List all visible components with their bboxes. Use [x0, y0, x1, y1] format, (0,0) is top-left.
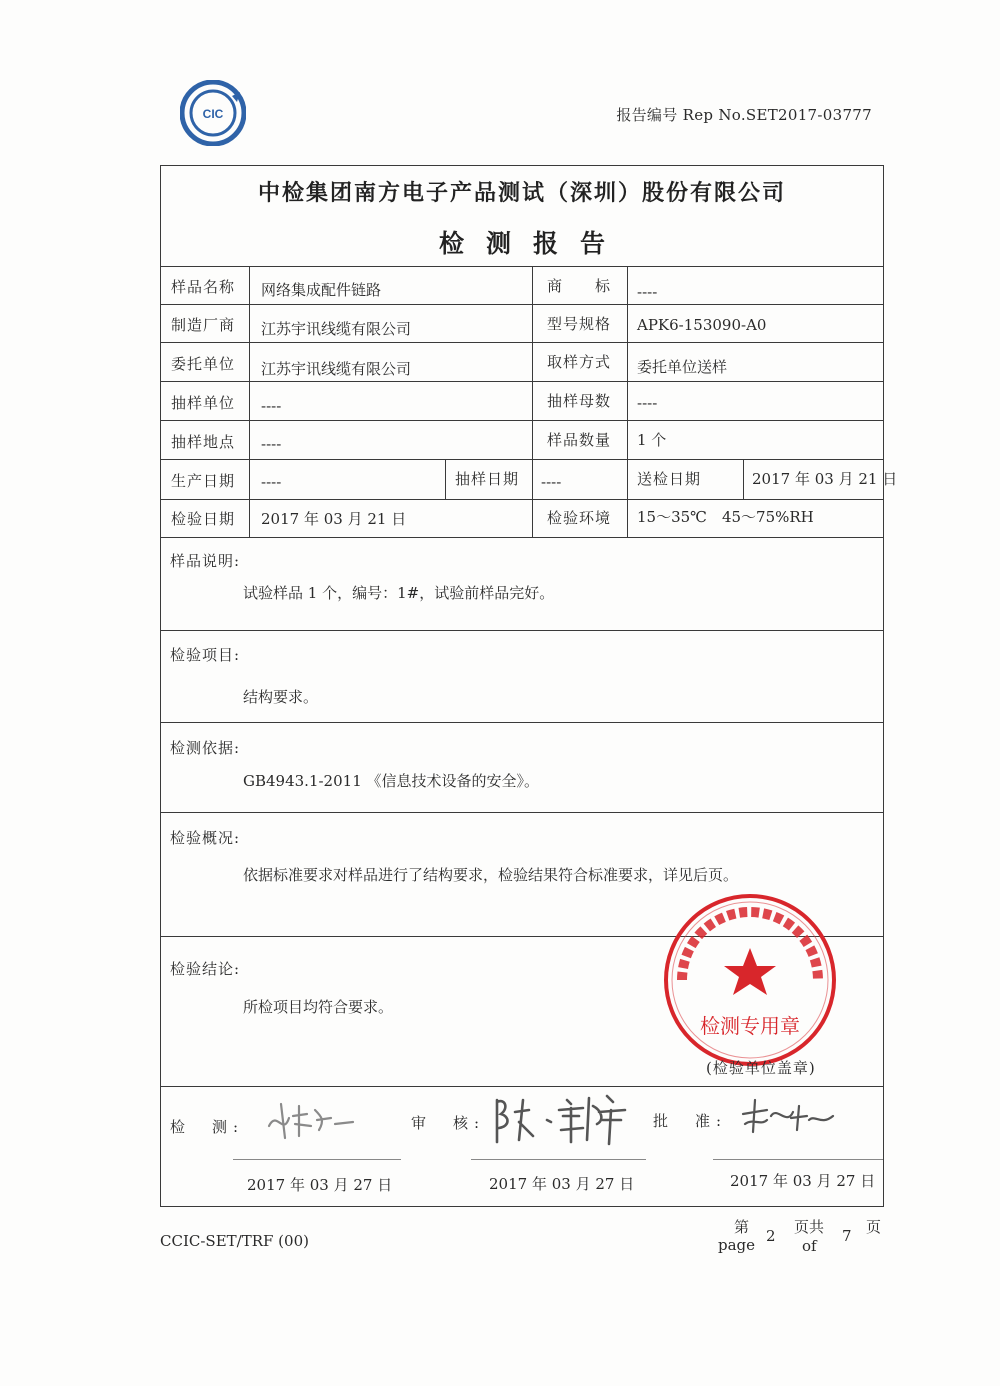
date-underline — [713, 1159, 883, 1160]
label-sample-name: 样品名称 — [171, 278, 236, 296]
company-name: 中检集团南方电子产品测试（深圳）股份有限公司 — [257, 181, 786, 206]
form-code: CCIC-SET/TRF (00) — [160, 1232, 309, 1250]
cic-logo — [180, 80, 246, 146]
value-delivery-date: 2017 年 03 月 21 日 — [752, 470, 898, 488]
value-trademark: ---- — [637, 283, 658, 301]
label-sampling-date: 抽样日期 — [455, 470, 520, 488]
section-line — [161, 1086, 883, 1087]
value-sampling-method: 委托单位送样 — [637, 358, 728, 376]
date-underline — [233, 1159, 401, 1160]
label-model: 型号规格 — [547, 315, 612, 333]
table-line — [161, 342, 883, 343]
tester-label: 检 测: — [170, 1118, 245, 1136]
document-title: 检测报告 — [438, 229, 627, 258]
table-line — [161, 381, 883, 382]
reviewer-signature — [491, 1090, 631, 1146]
page-cn-suffix: 页 — [866, 1218, 882, 1236]
label-delivery-date: 送检日期 — [637, 470, 702, 488]
reviewer-label: 审 核: — [411, 1114, 486, 1132]
approver-label: 批 准: — [653, 1112, 728, 1130]
label-client: 委托单位 — [171, 355, 236, 373]
approver-signature — [737, 1096, 837, 1136]
seal-note: (检验单位盖章) — [706, 1059, 816, 1077]
test-conclusion-text: 所检项目均符合要求。 — [243, 998, 394, 1016]
value-sampling-place: ---- — [261, 435, 282, 453]
label-sampling-place: 抽样地点 — [171, 433, 236, 451]
test-basis-text: GB4943.1-2011 《信息技术设备的安全》。 — [243, 772, 540, 790]
label-sampling-base: 抽样母数 — [547, 392, 612, 410]
page-en-prefix: page — [718, 1236, 756, 1254]
value-test-date: 2017 年 03 月 21 日 — [261, 510, 407, 528]
section-line — [161, 812, 883, 813]
value-sampling-base: ---- — [637, 394, 658, 412]
value-model: APK6-153090-A0 — [637, 316, 767, 334]
test-conclusion-label: 检验结论: — [170, 960, 241, 978]
test-overview-label: 检验概况: — [170, 829, 241, 847]
value-environment: 15～35℃ 45～75%RH — [637, 508, 814, 526]
report-number: 报告编号 Rep No.SET2017-03777 — [616, 106, 872, 124]
official-seal — [660, 890, 840, 1070]
table-line — [249, 266, 250, 537]
value-production-date: ---- — [261, 473, 282, 491]
seal-center-text: 检测专用章 — [700, 1014, 800, 1038]
total-pages: 7 — [842, 1227, 852, 1245]
sample-description-text: 试验样品 1 个，编号：1#，试验前样品完好。 — [243, 584, 555, 602]
sample-description-label: 样品说明: — [170, 552, 241, 570]
page-total-en: of — [802, 1237, 817, 1255]
test-items-text: 结构要求。 — [243, 688, 319, 706]
value-sampling-unit: ---- — [261, 397, 282, 415]
page-number: 2 — [766, 1227, 776, 1245]
table-line — [161, 537, 883, 538]
svg-text:CIC: CIC — [202, 107, 224, 121]
section-line — [161, 722, 883, 723]
table-line — [161, 420, 883, 421]
test-basis-label: 检测依据: — [170, 739, 241, 757]
label-sampling-method: 取样方式 — [547, 353, 612, 371]
label-environment: 检验环境 — [547, 509, 612, 527]
section-line — [161, 630, 883, 631]
table-line — [161, 499, 883, 500]
approver-date: 2017 年 03 月 27 日 — [730, 1172, 876, 1190]
table-line — [627, 266, 628, 537]
label-production-date: 生产日期 — [171, 472, 236, 490]
value-manufacturer: 江苏宇讯线缆有限公司 — [261, 320, 412, 338]
value-sample-name: 网络集成配件链路 — [261, 281, 382, 299]
table-line — [445, 459, 446, 499]
tester-date: 2017 年 03 月 27 日 — [247, 1176, 393, 1194]
table-line — [743, 459, 744, 499]
value-sample-qty: 1 个 — [637, 431, 667, 449]
label-manufacturer: 制造厂商 — [171, 316, 236, 334]
value-client: 江苏宇讯线缆有限公司 — [261, 360, 412, 378]
table-line — [532, 266, 533, 537]
table-line — [161, 304, 883, 305]
page-cn-prefix: 第 — [734, 1218, 750, 1236]
table-line — [161, 266, 883, 267]
label-sampling-unit: 抽样单位 — [171, 394, 236, 412]
label-trademark: 商 标 — [547, 277, 612, 295]
date-underline — [471, 1159, 646, 1160]
table-line — [161, 459, 883, 460]
label-sample-qty: 样品数量 — [547, 431, 612, 449]
test-overview-text: 依据标准要求对样品进行了结构要求，检验结果符合标准要求，详见后页。 — [243, 866, 739, 884]
reviewer-date: 2017 年 03 月 27 日 — [489, 1175, 635, 1193]
tester-signature — [265, 1096, 355, 1144]
test-items-label: 检验项目: — [170, 646, 241, 664]
value-sampling-date: ---- — [541, 473, 562, 491]
label-test-date: 检验日期 — [171, 510, 236, 528]
page-total-cn: 页共 — [794, 1218, 825, 1236]
